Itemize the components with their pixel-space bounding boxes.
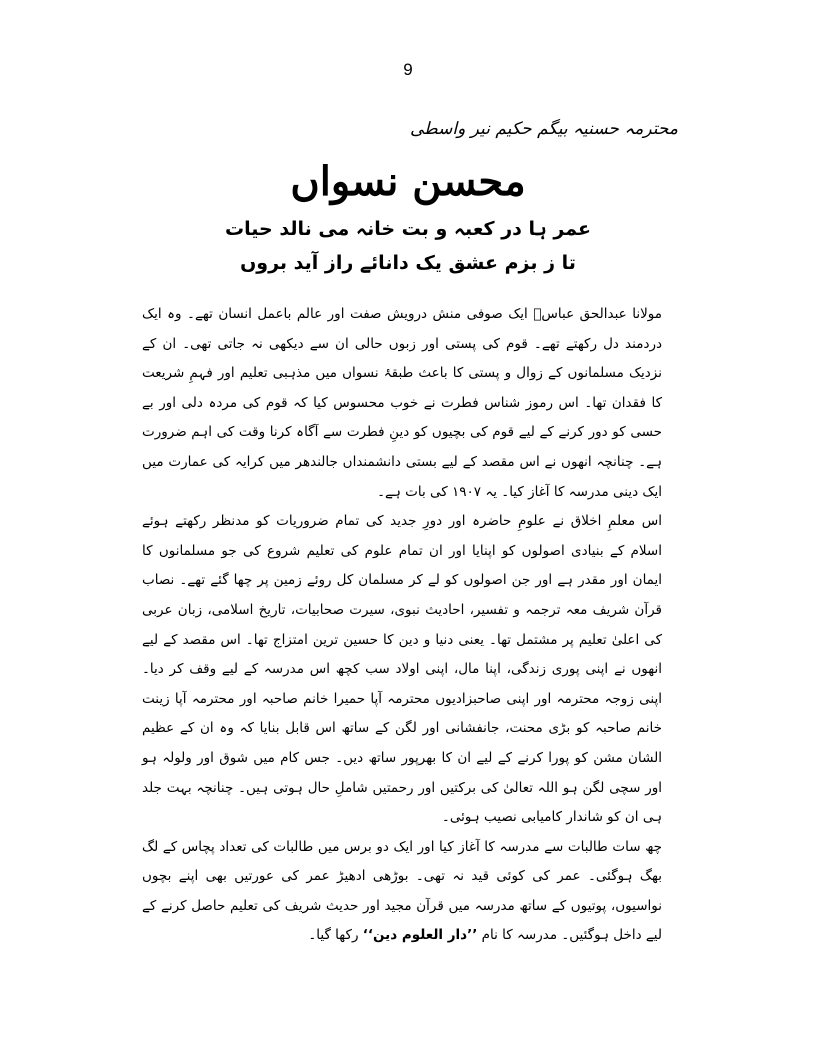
article-body: [142, 300, 662, 951]
article-title: محسن نسواں: [290, 158, 526, 205]
page-number: 9: [403, 60, 413, 79]
author-name: محترمہ حسنیہ بیگم حکیم نیر واسطی: [409, 119, 678, 139]
couplet-line-2: تا ز بزم عشق یک دانائے راز آید بروں: [240, 252, 576, 274]
paragraph-1: مولانا عبدالحق عباسؒ ایک صوفی منش درویش صفت اور عالم باعمل انسان تھے۔ وہ ایک دردمند دل رکھتے تھے۔ قوم کی پستی اور زبوں حالی ان سے دیکھی نہ جاتی تھی۔ ان کے نزدیک مسلمانوں کے زوال و پستی کا باعث طبقۂ نسواں میں مذہبی تعلیم اور فہمِ شریعت کا فقدان تھا۔ اس رموز شناس فطرت نے خوب محسوس کیا کہ قوم کی مردہ دلی اور بے حسی کو دور کرنے کے لیے قوم کی بچیوں کو دینِ فطرت سے آگاہ کرنا وقت کی اہم ضرورت ہے۔ چنانچہ انھوں نے اس مقصد کے لیے بستی دانشمنداں جالندھر میں کرایہ کی عمارت میں ایک دینی مدرسہ کا آغاز کیا۔ یہ ۱۹۰۷ کی بات ہے۔: [142, 306, 662, 500]
paragraph-3: [142, 833, 662, 951]
paragraph-2: اس معلمِ اخلاق نے علومِ حاضرہ اور دورِ جدید کی تمام ضروریات کو مدنظر رکھتے ہوئے اسلام کے بنیادی اصولوں کو اپنایا اور ان تمام علوم کی تعلیم شروع کی جو مسلمانوں کا ایمان اور مقدر ہے اور جن اصولوں کو لے کر مسلمان کل روئے زمین پر چھا گئے تھے۔ نصاب قرآن شریف معہ ترجمہ و تفسیر، احادیث نبوی، سیرت صحابیات، تاریخ اسلامی، زبان عربی کی اعلیٰ تعلیم پر مشتمل تھا۔ یعنی دنیا و دین کا حسین ترین امتزاج تھا۔ اس مقصد کے لیے انھوں نے اپنی پوری زندگی، اپنا مال، اپنی اولاد سب کچھ اس مدرسہ کے لیے وقف کر دیا۔ اپنی زوجہ محترمہ اور اپنی صاحبزادیوں محترمہ آپا حمیرا خانم صاحبہ اور محترمہ آپا زینت خانم صاحبہ کو بڑی محنت، جانفشانی اور لگن کے ساتھ اس قابل بنایا کہ وہ ان کے عظیم الشان مشن کو پورا کرنے کے لیے ان کا بھرپور ساتھ دیں۔ جس کام میں شوق اور ولولہ ہو اور سچی لگن ہو اللہ تعالیٰ کی برکتیں اور رحمتیں شاملِ حال ہوتی ہیں۔ چنانچہ بہت جلد ہی ان کو شاندار کامیابی نصیب ہوئی۔: [142, 513, 662, 826]
couplet-line-1: عمر ہا در کعبہ و بت خانہ می نالد حیات: [225, 218, 591, 240]
paragraph-3-text: چھ سات طالبات سے مدرسہ کا آغاز کیا اور ایک دو برس میں طالبات کی تعداد پچاس کے لگ بھگ ہوگئی۔ عمر کی کوئی قید نہ تھی۔ بوڑھی ادھیڑ عمر کی عورتیں بھی اپنے بچوں نواسیوں، پوتیوں کے ساتھ مدرسہ میں قرآن مجید اور حدیث شریف کی تعلیم حاصل کرنے کے لیے داخل ہوگئیں۔ مدرسہ کا نام: [142, 838, 662, 944]
persian-couplet: [0, 212, 816, 280]
closing-text: رکھا گیا۔: [308, 927, 359, 944]
school-name: ’’دار العلوم دین‘‘: [362, 927, 478, 944]
